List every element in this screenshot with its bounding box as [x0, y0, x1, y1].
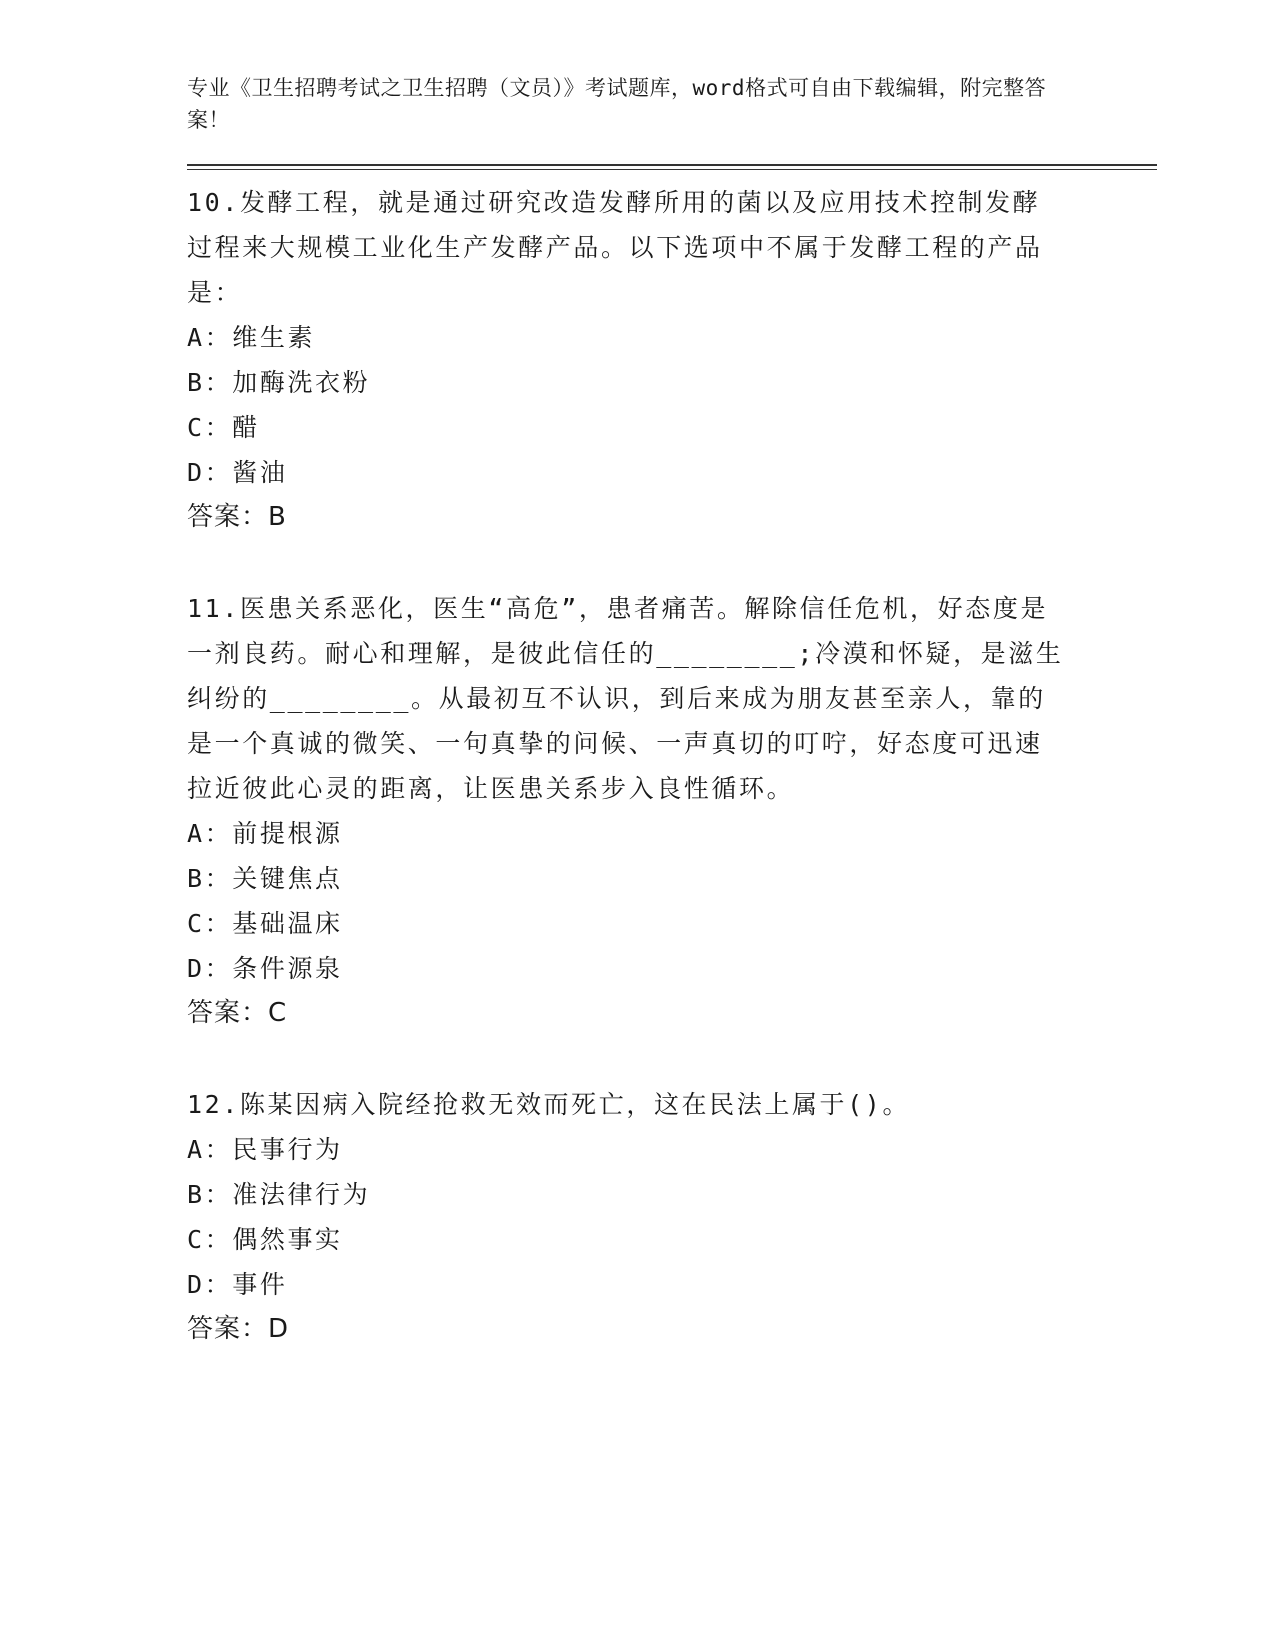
header-divider: [187, 164, 1157, 170]
option-a: A：前提根源: [187, 819, 343, 848]
option-a: A：维生素: [187, 323, 316, 352]
question-text: 12.陈某因病入院经抢救无效而死亡，这在民法上属于()。: [187, 1090, 911, 1119]
option-c: C：偶然事实: [187, 1225, 343, 1254]
option-a: A：民事行为: [187, 1135, 343, 1164]
document-page: [187, 72, 1157, 1352]
option-c: C：醋: [187, 413, 260, 442]
option-d: D：酱油: [187, 458, 288, 487]
option-d: D：事件: [187, 1270, 288, 1299]
option-b: B：准法律行为: [187, 1180, 371, 1209]
question-text: 11.医患关系恶化，医生“高危”，患者痛苦。解除信任危机，好态度是一剂良药。耐心和理解，是彼此信任的________;冷漠和怀疑，是滋生纠纷的________。从最初互不认识，到后来成为朋友甚至亲人，靠的是一个真诚的微笑、一句真挚的问候、一声真切的叮咛，好态度可迅速拉近彼此心灵的距离，让医患关系步入良性循环。: [187, 594, 1064, 803]
option-b: B：加酶洗衣粉: [187, 368, 371, 397]
answer-line: 答案：B: [187, 502, 287, 532]
question-10: [187, 180, 1067, 540]
option-d: D：条件源泉: [187, 954, 343, 983]
question-text: 10.发酵工程，就是通过研究改造发酵所用的菌以及应用技术控制发酵过程来大规模工业化生产发酵产品。以下选项中不属于发酵工程的产品是：: [187, 188, 1043, 307]
answer-line: 答案：D: [187, 1314, 290, 1344]
document-header: 专业《卫生招聘考试之卫生招聘（文员）》考试题库，word格式可自由下载编辑，附完整答案！: [187, 76, 1047, 132]
question-12: [187, 1082, 1067, 1352]
question-11: [187, 586, 1067, 1036]
option-b: B：关键焦点: [187, 864, 343, 893]
answer-line: 答案：C: [187, 998, 288, 1028]
option-c: C：基础温床: [187, 909, 343, 938]
